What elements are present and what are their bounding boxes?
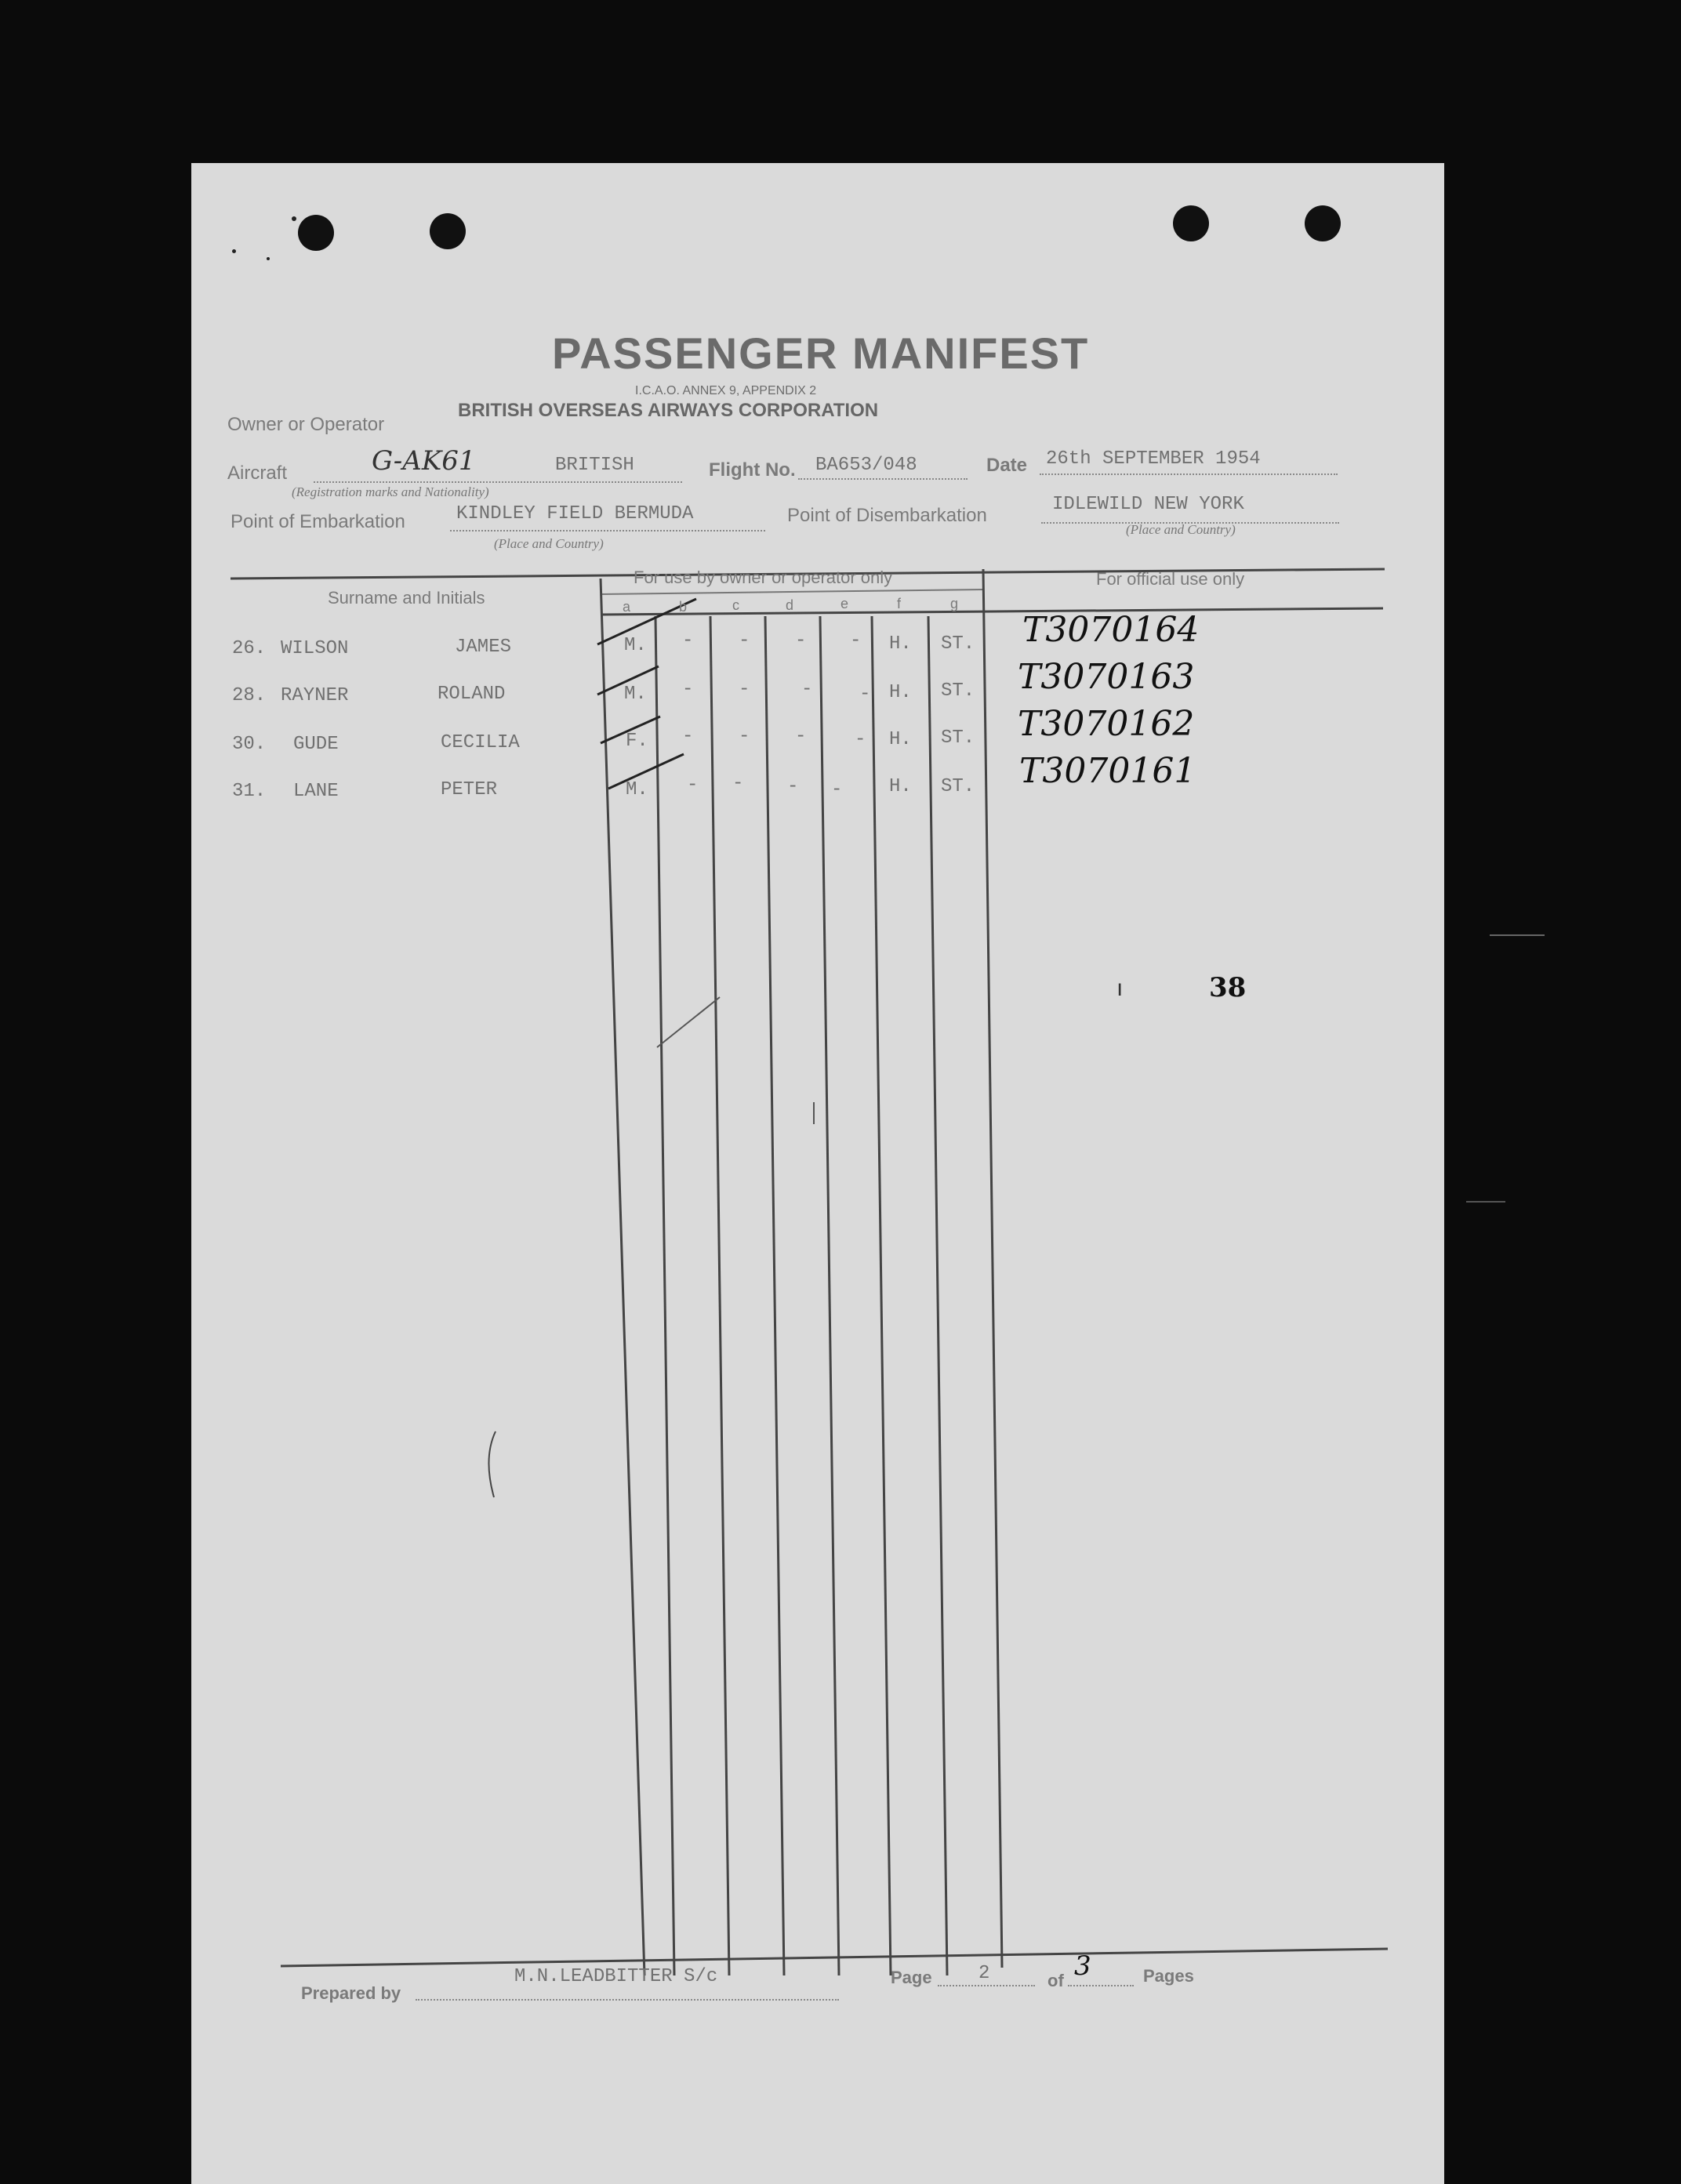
column-g: g	[950, 596, 959, 611]
row-col-g: ST.	[941, 680, 975, 702]
prepared-by-value: M.N.LEADBITTER S/c	[514, 1966, 718, 1987]
embarkation-label: Point of Embarkation	[231, 511, 405, 532]
column-d: d	[786, 597, 794, 613]
column-a: a	[623, 599, 631, 615]
owner-value: BRITISH OVERSEAS AIRWAYS CORPORATION	[458, 400, 879, 421]
row-col-a: F.	[626, 731, 648, 752]
row-col-a: M.	[626, 779, 648, 800]
row-col-b: -	[682, 726, 694, 747]
row-surname: WILSON	[281, 638, 349, 659]
page-underline	[938, 1985, 1035, 1986]
document-subtitle: I.C.A.O. ANNEX 9, APPENDIX 2	[635, 384, 817, 397]
edge-mark	[1466, 1201, 1505, 1203]
row-col-f: H.	[889, 776, 912, 797]
row-col-g: ST.	[941, 727, 975, 749]
row-given-name: CECILIA	[441, 732, 520, 753]
surname-header: Surname and Initials	[328, 588, 485, 608]
document-title: PASSENGER MANIFEST	[552, 328, 1090, 378]
column-b: b	[679, 599, 688, 615]
row-col-a: M.	[624, 684, 647, 705]
row-col-f: H.	[889, 729, 912, 750]
row-number: 31.	[232, 781, 267, 802]
aircraft-note: (Registration marks and Nationality)	[292, 484, 489, 499]
column-f: f	[897, 596, 902, 611]
row-col-b: -	[687, 775, 699, 796]
row-col-b: -	[682, 630, 694, 651]
row-official-number: T3070161	[1019, 751, 1196, 791]
prepared-by-label: Prepared by	[301, 1983, 401, 2003]
row-col-c: -	[739, 726, 750, 747]
official-header: For official use only	[1096, 569, 1245, 589]
aircraft-nationality: BRITISH	[555, 455, 634, 476]
row-given-name: ROLAND	[437, 684, 506, 705]
prepared-by-underline	[416, 1999, 839, 2001]
row-col-e: -	[850, 630, 862, 651]
row-col-e: -	[859, 684, 871, 705]
flight-value: BA653/048	[815, 455, 917, 476]
flight-label: Flight No.	[709, 459, 796, 481]
row-given-name: PETER	[441, 779, 498, 800]
row-number: 30.	[232, 734, 267, 755]
row-number: 26.	[232, 638, 267, 659]
row-col-f: H.	[889, 682, 912, 703]
row-number: 28.	[232, 685, 267, 706]
row-col-g: ST.	[941, 776, 975, 797]
row-col-d: -	[795, 630, 807, 651]
row-surname: RAYNER	[281, 685, 349, 706]
disembarkation-label: Point of Disembarkation	[787, 505, 987, 526]
operator-header: For use by owner or operator only	[634, 568, 893, 587]
row-col-e: -	[831, 779, 843, 800]
row-col-d: -	[801, 679, 813, 700]
page-number: 2	[978, 1963, 990, 1984]
row-col-c: -	[739, 630, 750, 651]
column-c: c	[732, 597, 739, 613]
row-col-d: -	[795, 726, 807, 747]
row-col-d: -	[787, 776, 799, 797]
column-e: e	[840, 596, 849, 611]
row-official-number: T3070164	[1022, 610, 1200, 650]
aircraft-label: Aircraft	[227, 463, 288, 484]
embarkation-note: (Place and Country)	[494, 536, 604, 551]
owner-label: Owner or Operator	[227, 414, 385, 435]
disembarkation-value: IDLEWILD NEW YORK	[1052, 494, 1244, 515]
row-surname: GUDE	[293, 734, 339, 755]
date-label: Date	[986, 455, 1028, 476]
date-value: 26th SEPTEMBER 1954	[1046, 448, 1261, 470]
pages-label: Pages	[1143, 1966, 1194, 1986]
disembarkation-note: (Place and Country)	[1126, 522, 1236, 537]
row-given-name: JAMES	[455, 637, 512, 658]
embarkation-value: KINDLEY FIELD BERMUDA	[456, 503, 694, 524]
row-official-number: T3070163	[1018, 657, 1195, 697]
page-label: Page	[891, 1968, 932, 1987]
edge-mark	[1490, 934, 1545, 936]
row-col-g: ST.	[941, 633, 975, 655]
row-col-f: H.	[889, 633, 912, 655]
row-col-e: -	[855, 729, 866, 750]
row-col-c: -	[739, 679, 750, 700]
of-underline	[1068, 1985, 1134, 1986]
row-col-c: -	[732, 773, 744, 794]
row-col-a: M.	[624, 635, 647, 656]
stamp-number: 38	[1209, 972, 1247, 1003]
stamp-mark: ı	[1116, 975, 1124, 1001]
row-col-b: -	[682, 679, 694, 700]
row-surname: LANE	[293, 781, 339, 802]
aircraft-value: G-AK61	[372, 445, 476, 477]
row-official-number: T3070162	[1018, 704, 1195, 744]
total-pages: 3	[1074, 1950, 1091, 1982]
of-label: of	[1047, 1971, 1064, 1990]
